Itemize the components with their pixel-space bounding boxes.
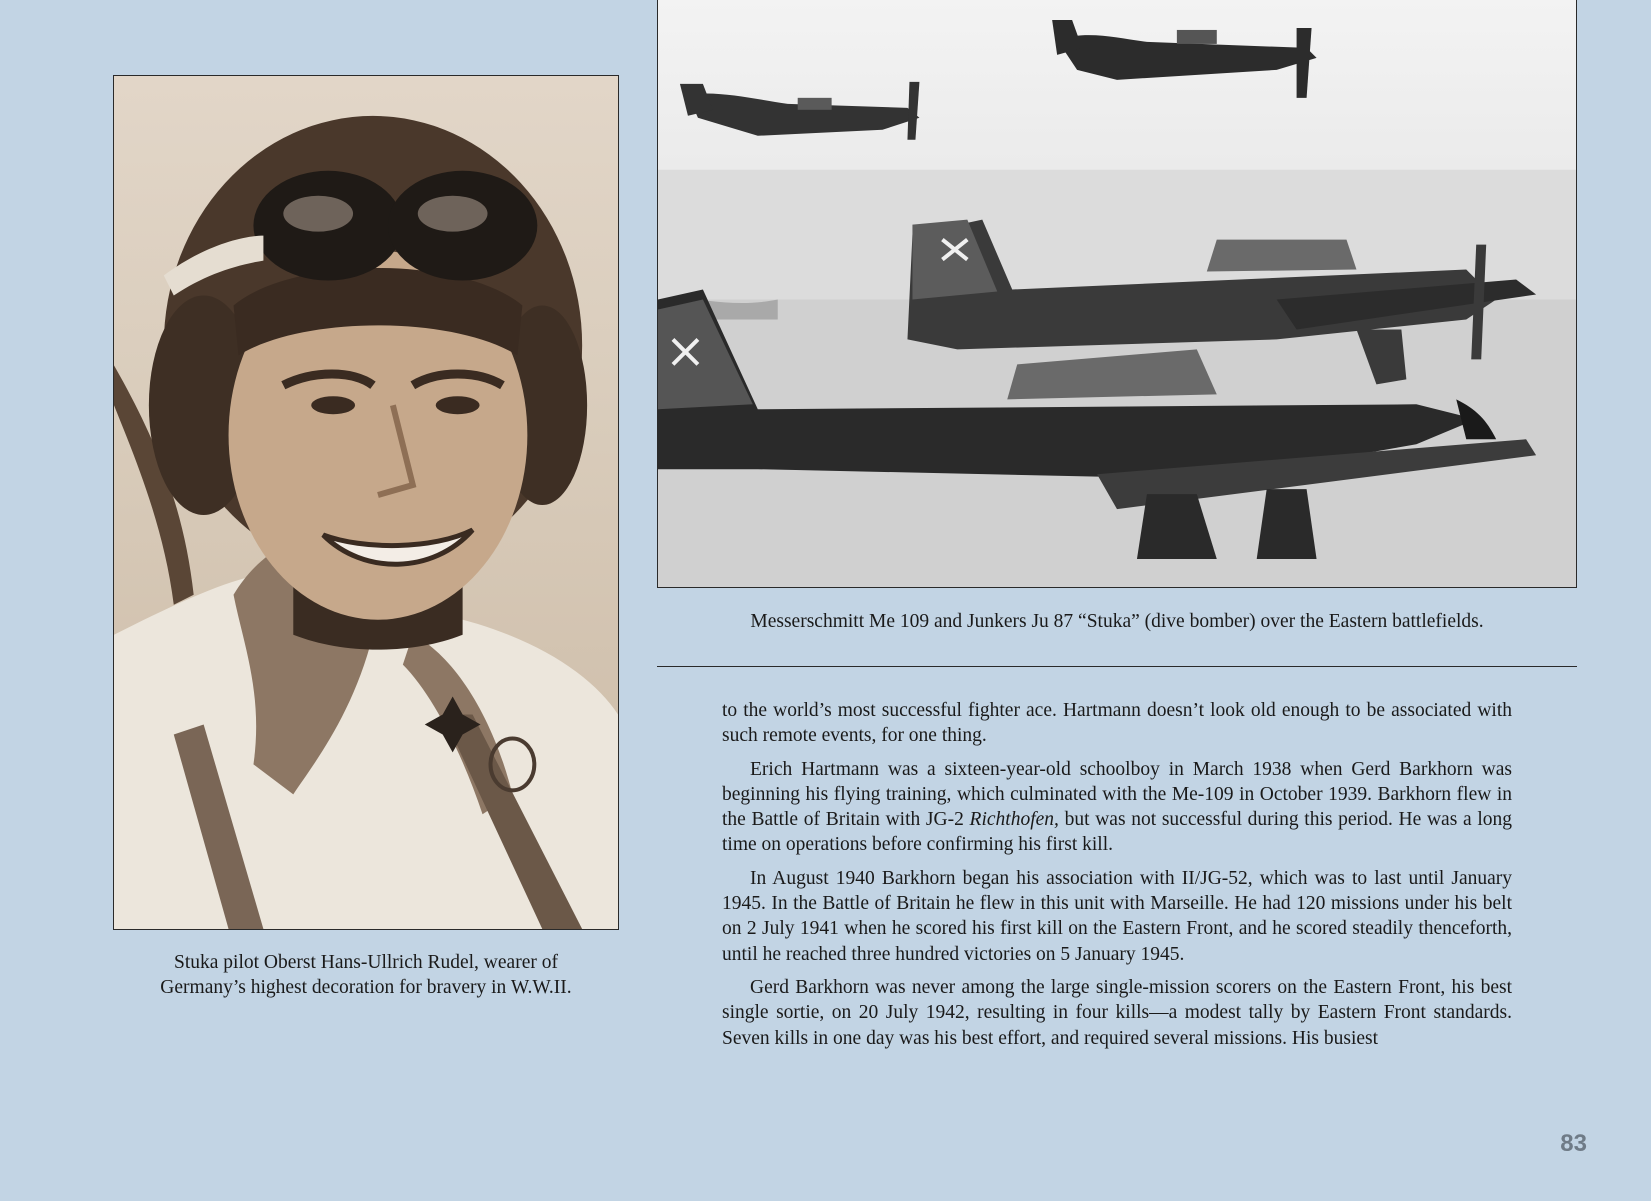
body-text <box>722 698 1512 1059</box>
paragraph-4: Gerd Barkhorn was never among the large single-mission scorers on the Eastern Front, his best single sortie, on 20 July 1942, resulting in four kills—a modest tally by Eastern Front standards. Seven kills in one day was his best effort, and required several missions. His busiest <box>722 976 1512 1049</box>
paragraph-3: In August 1940 Barkhorn began his association with II/JG-52, which was to last until January 1945. In the Battle of Britain he flew in this unit with Marseille. He had 120 missions under his belt on 2 July 1941 when he scored his first kill on the Eastern Front, and he scored steadily thenceforth, until he reached three hundred victories on 5 January 1945. <box>722 867 1512 965</box>
aircraft-caption: Messerschmitt Me 109 and Junkers Ju 87 “Stuka” (dive bomber) over the Eastern battlefields. <box>750 611 1484 632</box>
paragraph-2 <box>722 757 1512 858</box>
paragraph-2-italic: Richthofen, <box>969 809 1059 831</box>
paragraph-1: to the world’s most successful fighter ace. Hartmann doesn’t look old enough to be associated with such remote events, for one thing. <box>722 700 1512 747</box>
aircraft-photo <box>657 0 1577 588</box>
paragraph-2-part-2: but was not successful during this period. He was a long time on operations before confirming his first kill. <box>722 809 1512 856</box>
portrait-caption <box>113 950 619 1000</box>
aircraft-image <box>658 0 1576 587</box>
portrait-caption-line-2: Germany’s highest decoration for bravery in W.W.II. <box>160 977 572 998</box>
paragraph-2-part-1: Erich Hartmann was a sixteen-year-old schoolboy in March 1938 when Gerd Barkhorn was beginning his flying training, which culminated with the Me-109 in October 1939. Barkhorn flew in the Battle of Britain with JG-2 <box>722 758 1512 831</box>
portrait-caption-line-1: Stuka pilot Oberst Hans-Ullrich Rudel, wearer of <box>174 952 558 973</box>
page-number: 83 <box>1560 1130 1587 1157</box>
portrait-image <box>114 76 618 929</box>
section-divider <box>657 666 1577 667</box>
portrait-photo <box>113 75 619 930</box>
